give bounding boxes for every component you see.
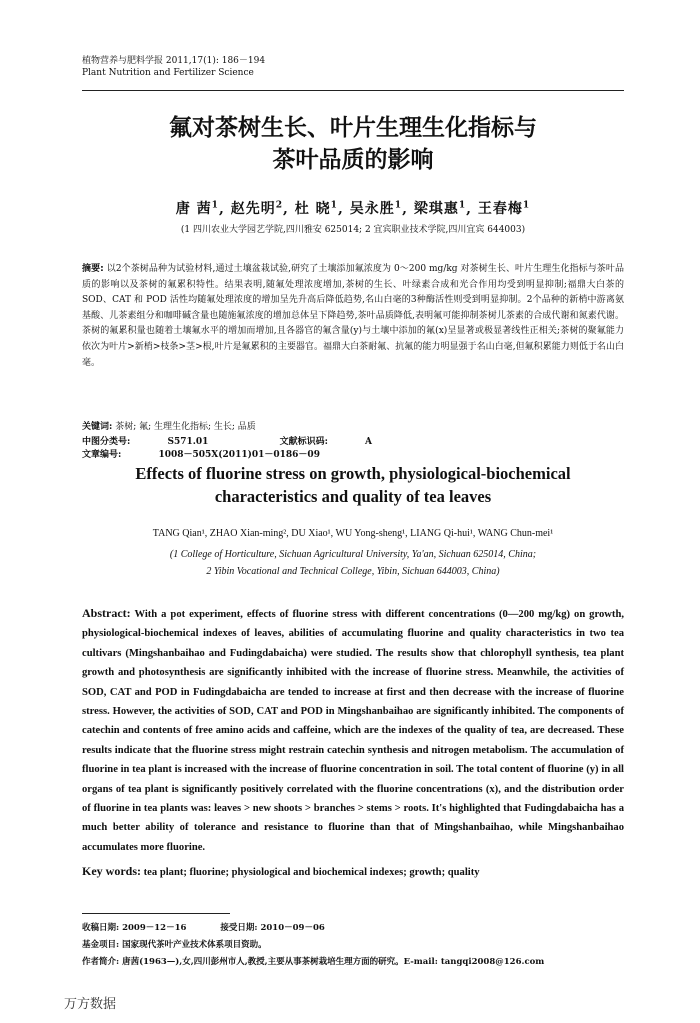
- received-date: 收稿日期: 2009－12－16: [82, 923, 187, 933]
- english-keywords-label: Key words:: [82, 864, 141, 878]
- chinese-keywords-text: 茶树; 氟; 生理生化指标; 生长; 品质: [115, 422, 256, 432]
- dates-line: [82, 920, 624, 937]
- journal-name-cn: 植物营养与肥料学报 2011,17(1): 186－194: [82, 56, 266, 66]
- chinese-abstract: [82, 262, 624, 371]
- chinese-title: [82, 112, 624, 176]
- clc-number: 中图分类号: S571.01: [82, 437, 209, 447]
- accepted-date: 接受日期: 2010－09－06: [220, 923, 325, 933]
- fund-note: 基金项目: 国家现代茶叶产业技术体系项目资助。: [82, 940, 267, 950]
- chinese-abstract-label: 摘要:: [82, 264, 104, 274]
- author-4: 吴永胜$^1$: [349, 199, 403, 217]
- english-authors: TANG Qian¹, ZHAO Xian-ming², DU Xiao¹, WU Yong-sheng¹, LIANG Qi-hui¹, WANG Chun-mei¹: [152, 528, 554, 539]
- english-affiliation-line-1: (1 College of Horticulture, Sichuan Agricultural University, Ya'an, Sichuan 625014, China;: [169, 549, 537, 560]
- author-1: 唐 茜$^1$: [175, 199, 219, 217]
- chinese-authors: 唐 茜$^1$, 赵先明$^2$, 杜 晓$^1$, 吴永胜$^1$, 梁琪惠$^1$, 王春梅$^1$: [175, 199, 531, 217]
- author-5: 梁琪惠$^1$: [413, 199, 467, 217]
- english-affiliation-line-2: 2 Yibin Vocational and Technical College, Yibin, Sichuan 644003, China): [206, 566, 500, 577]
- chinese-abstract-text: 以2个茶树品种为试验材料,通过土壤盆栽试验,研究了土壤添加氟浓度为 0～200 mg/kg 对茶树生长、叶片生理生化指标与茶叶品质的影响以及茶树的氟累积特性。结果表明,随氟处理浓度增加,茶树的生长、叶绿素合成和光合作用均受到明显抑制;福鼎大白茶的 SOD、CAT 和 POD 活性均随氟处理浓度的增加呈先升高后降低趋势,名山白毫的3种酶活性则受到明显抑制。2个品种的新梢中游离氨基酸、儿茶素组分和咖啡碱含量也随施氟浓度的增加总体呈下降趋势,茶叶品质降低,表明氟可能抑制茶树儿茶素的合成代谢和氮素代谢。茶树的氟累积量也随着土壤氟水平的增加而增加,且各器官的氟含量(y)与土壤中添加的氟(x)呈显著或极显著线性正相关;茶树的聚氟能力依次为叶片>新梢>枝条>茎>根,叶片是氟累积的主要器官。福鼎大白茶耐氟、抗氟的能力明显强于名山白毫,但氟积累能力则低于名山白毫。: [82, 264, 624, 368]
- author-3: 杜 晓$^1$: [294, 199, 338, 217]
- journal-header: [82, 55, 265, 79]
- document-code: 文献标识码: A: [279, 437, 373, 447]
- english-abstract: [82, 604, 624, 857]
- footnotes: [82, 920, 624, 971]
- chinese-title-line-2: 茶叶品质的影响: [272, 147, 434, 173]
- chinese-keywords: [82, 419, 624, 432]
- chinese-affiliation: (1 四川农业大学园艺学院,四川雅安 625014; 2 宜宾职业技术学院,四川宜宾 644003): [180, 225, 526, 235]
- english-title-line-1: Effects of fluorine stress on growth, physiological-biochemical: [135, 464, 571, 483]
- header-divider: [82, 90, 624, 91]
- english-abstract-text: With a pot experiment, effects of fluorine stress with different concentrations (0—200 mg/kg) on growth, physiological-biochemical indexes of leaves, abilities of accumulating fluorine and quality characteristics in two tea cultivars (Mingshanbaihao and Fudingdabaicha) were studied. The results show that chlorophyll synthesis, tea plant growth and photosynthesis are significantly inhibited with the increase of fluorine stress. Meanwhile, the activities of SOD, CAT and POD in Fudingdabaicha are tended to increase at first and then decrease with the increase of fluorine stress. However, the activities of SOD, CAT and POD in Mingshanbaihao are significantly inhibited. The components of catechin and contents of free amino acids and caffeine, which are the indexes of the quality of tea, are decreased. These results indicate that the fluorine stress might restrain catechin synthesis and nitrogen metabolism. The accumulation of fluorine in tea plant is increased with the increase of fluorine concentration in soil. The total content of fluorine (y) in all organs of tea plant is significantly positively correlated with the fluorine concentrations (x), and the distribution order of fluorine in tea plants was: leaves > new shoots > branches > stems > roots. It's highlighted that Fudingdabaicha has a much better ability of tolerance and resistance to fluorine than that of Mingshanbaihao, while Mingshanbaihao accumulates more fluorine.: [82, 609, 624, 853]
- english-affiliation: [82, 546, 624, 580]
- english-title-line-2: characteristics and quality of tea leaves: [214, 487, 492, 506]
- chinese-keywords-label: 关键词:: [82, 422, 113, 432]
- english-keywords-text: tea plant; fluorine; physiological and biochemical indexes; growth; quality: [143, 867, 480, 878]
- english-abstract-label: Abstract:: [82, 606, 131, 620]
- classification-line: [82, 434, 624, 460]
- chinese-title-line-1: 氟对茶树生长、叶片生理生化指标与: [169, 115, 537, 141]
- author-2: 赵先明$^2$: [230, 199, 284, 217]
- author-bio: 作者简介: 唐茜(1963—),女,四川彭州市人,教授,主要从事茶树栽培生理方面的研究。E-mail: tangqi2008@126.com: [82, 957, 545, 967]
- english-title: [82, 462, 624, 508]
- author-6: 王春梅$^1$: [477, 199, 531, 217]
- article-number: 文章编号: 1008－505X(2011)01－0186－09: [82, 450, 320, 460]
- watermark: 万方数据: [64, 997, 117, 1012]
- footnote-divider: [82, 913, 230, 914]
- english-keywords: [82, 864, 624, 879]
- journal-name-en: Plant Nutrition and Fertilizer Science: [82, 68, 254, 78]
